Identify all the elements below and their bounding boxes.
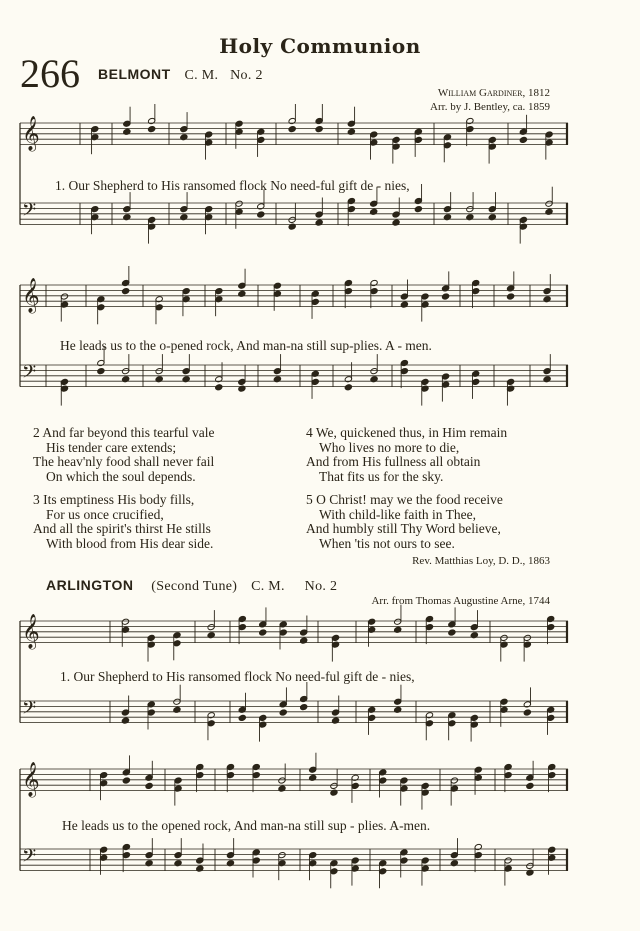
treble-clef-icon: 𝄞: [22, 278, 40, 313]
tune2-composer: Arr. from Thomas Augustine Arne, 1744: [371, 595, 550, 607]
note-head: [196, 865, 204, 872]
treble-clef-icon: 𝄞: [22, 614, 40, 649]
tune2-meter: C. M.: [251, 579, 285, 594]
tune2-lyric-line-2: He leads us to the opened rock, And man-na still sup - plies. A-men.: [62, 818, 431, 833]
bass-clef-icon: 𝄢: [22, 846, 37, 871]
note-head: [174, 860, 182, 867]
tune1-lyric-line-2: He leads us to the o-pened rock, And man-na still sup-plies. A - men.: [60, 338, 432, 353]
tune1-name: BELMONT: [98, 66, 171, 82]
note-head: [226, 860, 234, 867]
tune2-note: (Second Tune): [151, 579, 238, 594]
note-head: [145, 860, 153, 867]
tune1-composer: William Gardiner, 1812: [437, 87, 550, 99]
hymn-number: 266: [20, 51, 80, 96]
treble-staff: [20, 753, 568, 810]
stanza-2: 2 And far beyond this tearful vale His tender care extends; The heav'nly food shall never fail On which the soul depends.: [33, 425, 215, 484]
treble-clef-icon: 𝄞: [22, 762, 40, 797]
treble-clef-icon: 𝄞: [22, 116, 40, 151]
stanza-3: 3 Its emptiness His body fills, For us once crucified, And all the spirit's thirst He stills With blood from His dear side.: [33, 492, 214, 551]
tune2-name: ARLINGTON: [46, 577, 134, 593]
note-head: [309, 774, 317, 781]
note-head: [450, 860, 458, 867]
tune1-arranger: Arr. by J. Bentley, ca. 1859: [430, 101, 550, 113]
note-head: [145, 782, 153, 789]
bass-clef-icon: 𝄢: [22, 362, 37, 387]
page-title: Holy Communion: [219, 34, 421, 58]
bass-clef-icon: 𝄢: [22, 200, 37, 225]
tune1-lyric-line-1: 1. Our Shepherd to His ransomed flock No need-ful gift de - nies,: [55, 178, 410, 193]
note-head: [526, 782, 534, 789]
bass-staff: [20, 838, 568, 888]
stanza-4: 4 We, quickened thus, in Him remain Who lives no more to die, And from His fullness all obtain That fits us for the sky.: [306, 425, 508, 484]
note-head: [278, 785, 286, 792]
bass-clef-icon: 𝄢: [22, 698, 37, 723]
note-head: [526, 869, 534, 876]
note-head: [122, 777, 130, 784]
hymn-author: Rev. Matthias Loy, D. D., 1863: [412, 555, 550, 567]
note-head: [330, 789, 338, 796]
stanza-5: 5 O Christ! may we the food receive With child-like faith in Thee, And humbly still Thy Word believe, When 'tis not ours to see.: [306, 492, 503, 551]
tune2-lyric-line-1: 1. Our Shepherd to His ransomed flock No need-ful gift de - nies,: [60, 669, 415, 684]
tune1-number: No. 2: [230, 68, 263, 83]
tune1-meter: C. M.: [184, 68, 219, 83]
tune2-number: No. 2: [304, 579, 338, 594]
